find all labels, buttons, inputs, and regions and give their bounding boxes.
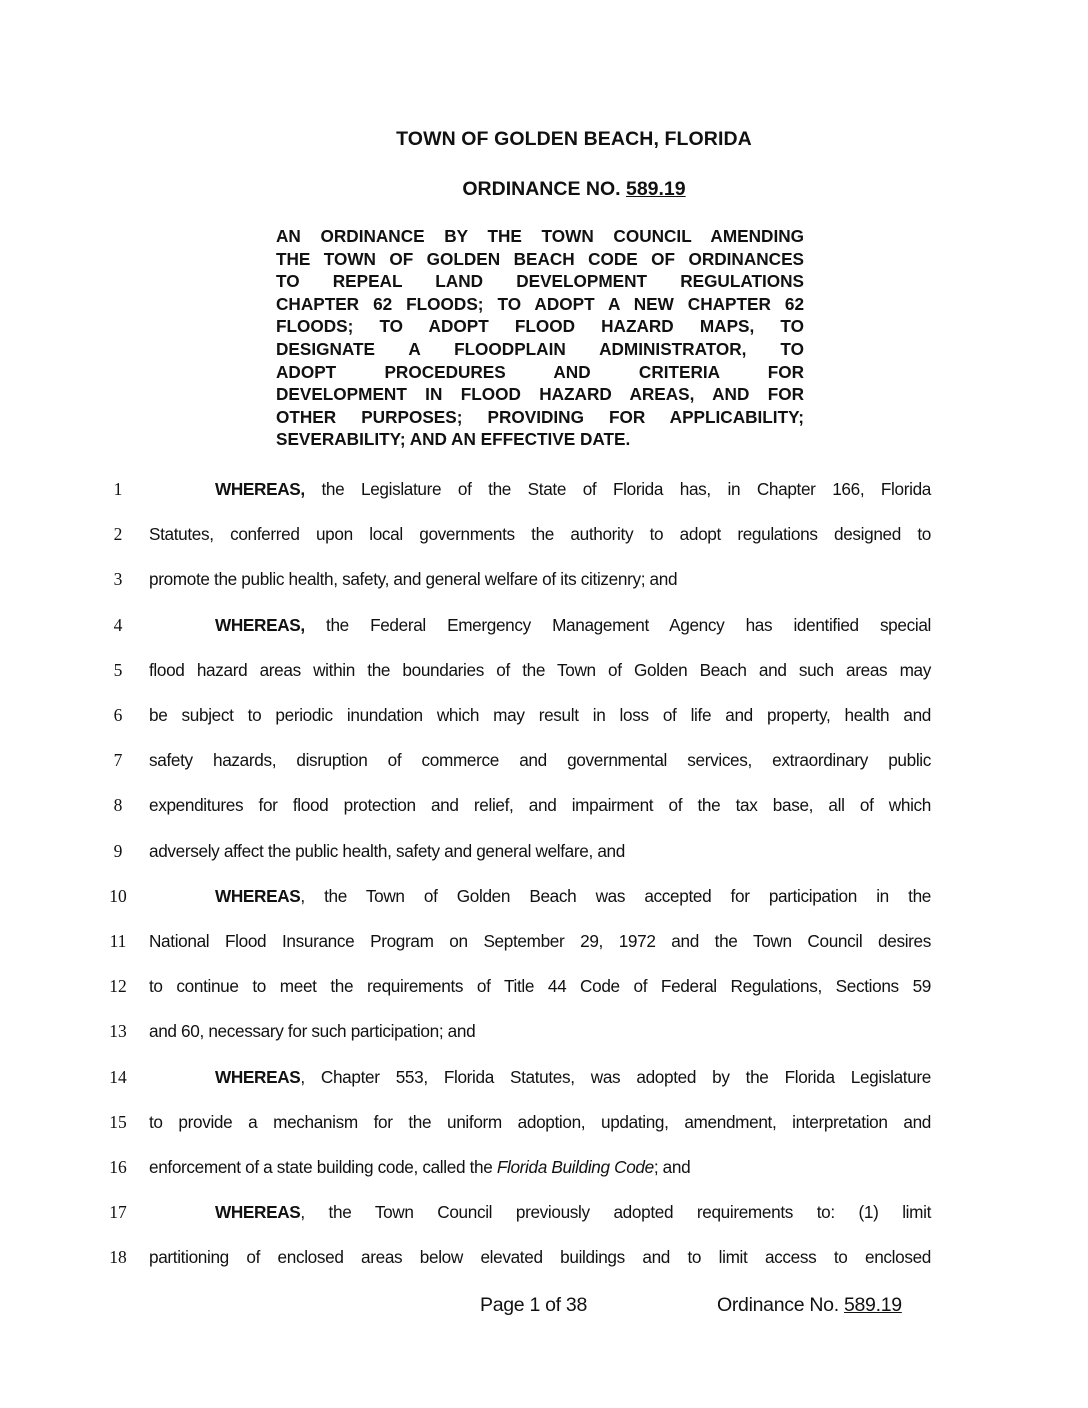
- italic-title: Florida Building Code: [496, 1157, 654, 1177]
- numbered-line: [0, 569, 1088, 599]
- line-text: [215, 886, 931, 907]
- line-text: [149, 841, 931, 862]
- footer-ordinance-number: 589.19: [843, 1294, 902, 1316]
- line-number: 10: [109, 885, 127, 906]
- caption-line: SEVERABILITY; AND AN EFFECTIVE DATE.: [276, 429, 631, 450]
- caption-line: THE TOWN OF GOLDEN BEACH CODE OF ORDINANCES: [276, 248, 804, 269]
- numbered-line: [0, 1247, 1088, 1277]
- line-text-part: Statutes, conferred upon local governments the authority to adopt regulations designed to: [149, 524, 931, 545]
- line-number: 5: [113, 659, 123, 680]
- numbered-line: [0, 1021, 1088, 1051]
- line-text: [215, 615, 931, 636]
- line-text: [215, 1202, 931, 1223]
- caption-line: DEVELOPMENT IN FLOOD HAZARD AREAS, AND FOR: [276, 384, 804, 405]
- numbered-line: [0, 1157, 1088, 1187]
- ordinance-label: ORDINANCE NO.: [462, 178, 621, 200]
- numbered-line: [0, 524, 1088, 554]
- line-number: 8: [113, 795, 123, 816]
- footer-ordinance-ref: [717, 1294, 902, 1317]
- line-number: 13: [109, 1021, 127, 1042]
- line-text: [149, 1247, 931, 1268]
- line-text-part: , Chapter 553, Florida Statutes, was adopted by the Florida Legislature: [300, 1066, 931, 1087]
- numbered-line: [0, 841, 1088, 871]
- document-heading: TOWN OF GOLDEN BEACH, FLORIDA: [396, 128, 752, 150]
- line-number: 9: [113, 840, 123, 861]
- line-number: 16: [109, 1157, 127, 1177]
- line-text-part: to continue to meet the requirements of Title 44 Code of Federal Regulations, Sections 59: [149, 976, 931, 997]
- whereas-lead: WHEREAS: [215, 1202, 301, 1223]
- line-text: [215, 1067, 931, 1088]
- line-number: 3: [113, 569, 123, 590]
- line-text: [215, 479, 931, 500]
- line-number: 2: [113, 524, 123, 545]
- line-text-part: partitioning of enclosed areas below elevated buildings and to limit access to enclosed: [149, 1247, 931, 1268]
- caption-line: AN ORDINANCE BY THE TOWN COUNCIL AMENDING: [276, 226, 804, 246]
- line-number: 18: [109, 1247, 127, 1268]
- line-text-part: and 60, necessary for such participation; and: [149, 1021, 476, 1042]
- line-number: 15: [109, 1111, 127, 1132]
- numbered-line: [0, 705, 1088, 735]
- caption-line: TO REPEAL LAND DEVELOPMENT REGULATIONS: [276, 271, 804, 292]
- numbered-line: [0, 1112, 1088, 1142]
- line-number: 1: [113, 479, 123, 499]
- numbered-line: [0, 615, 1088, 645]
- whereas-lead: WHEREAS,: [215, 479, 305, 499]
- line-text: [149, 976, 931, 997]
- numbered-line: [0, 750, 1088, 780]
- footer-ordinance-label: Ordinance No.: [717, 1294, 839, 1316]
- line-text-part: be subject to periodic inundation which may result in loss of life and property, health and: [149, 705, 931, 725]
- line-number: 7: [113, 750, 123, 771]
- line-text-part: promote the public health, safety, and general welfare of its citizenry; and: [149, 569, 678, 590]
- line-number: 6: [113, 705, 123, 725]
- line-text-part: , the Town Council previously adopted requirements to: (1) limit: [300, 1202, 931, 1223]
- line-text-part: expenditures for flood protection and relief, and impairment of the tax base, all of which: [149, 795, 931, 816]
- line-text-part: ; and: [653, 1157, 691, 1177]
- line-number: 14: [109, 1066, 127, 1087]
- line-text: [149, 795, 931, 816]
- line-text-part: the Legislature of the State of Florida has, in Chapter 166, Florida: [304, 479, 931, 499]
- line-text: [149, 1112, 931, 1133]
- line-text: [149, 705, 931, 726]
- line-number: 12: [109, 976, 127, 997]
- line-text: [149, 1157, 931, 1178]
- caption-line: OTHER PURPOSES; PROVIDING FOR APPLICABILITY;: [276, 406, 804, 427]
- line-text-part: , the Town of Golden Beach was accepted for participation in the: [300, 885, 931, 906]
- numbered-line: [0, 931, 1088, 961]
- line-text-part: adversely affect the public health, safety and general welfare, and: [149, 840, 625, 861]
- numbered-line: [0, 1067, 1088, 1097]
- line-text-part: enforcement of a state building code, called the: [149, 1157, 497, 1177]
- line-text: [149, 750, 931, 771]
- page-number: Page 1 of 38: [480, 1294, 587, 1316]
- whereas-lead: WHEREAS: [215, 885, 301, 906]
- line-text: [149, 1021, 931, 1042]
- line-number: 17: [109, 1202, 127, 1223]
- line-text: [149, 524, 931, 545]
- line-text: [149, 660, 931, 681]
- whereas-lead: WHEREAS,: [215, 614, 305, 635]
- caption-line: DESIGNATE A FLOODPLAIN ADMINISTRATOR, TO: [276, 338, 804, 359]
- numbered-line: [0, 976, 1088, 1006]
- line-text: [149, 569, 931, 590]
- numbered-line: [0, 795, 1088, 825]
- caption-line: ADOPT PROCEDURES AND CRITERIA FOR: [276, 361, 804, 382]
- line-text-part: flood hazard areas within the boundaries of the Town of Golden Beach and such areas may: [149, 659, 931, 680]
- line-text-part: the Federal Emergency Management Agency has identified special: [304, 614, 931, 635]
- line-number: 4: [113, 614, 123, 635]
- line-text: [149, 931, 931, 952]
- line-text-part: National Flood Insurance Program on September 29, 1972 and the Town Council desires: [149, 931, 931, 951]
- line-text-part: safety hazards, disruption of commerce and governmental services, extraordinary public: [149, 750, 931, 771]
- ordinance-number: 589.19: [625, 178, 686, 200]
- numbered-line: [0, 479, 1088, 509]
- line-number: 11: [109, 931, 127, 951]
- numbered-line: [0, 660, 1088, 690]
- line-text-part: to provide a mechanism for the uniform adoption, updating, amendment, interpretation and: [149, 1111, 931, 1132]
- caption-line: CHAPTER 62 FLOODS; TO ADOPT A NEW CHAPTER 62: [276, 293, 804, 314]
- numbered-line: [0, 886, 1088, 916]
- numbered-line: [0, 1202, 1088, 1232]
- caption-line: FLOODS; TO ADOPT FLOOD HAZARD MAPS, TO: [276, 316, 804, 337]
- whereas-lead: WHEREAS: [215, 1066, 301, 1087]
